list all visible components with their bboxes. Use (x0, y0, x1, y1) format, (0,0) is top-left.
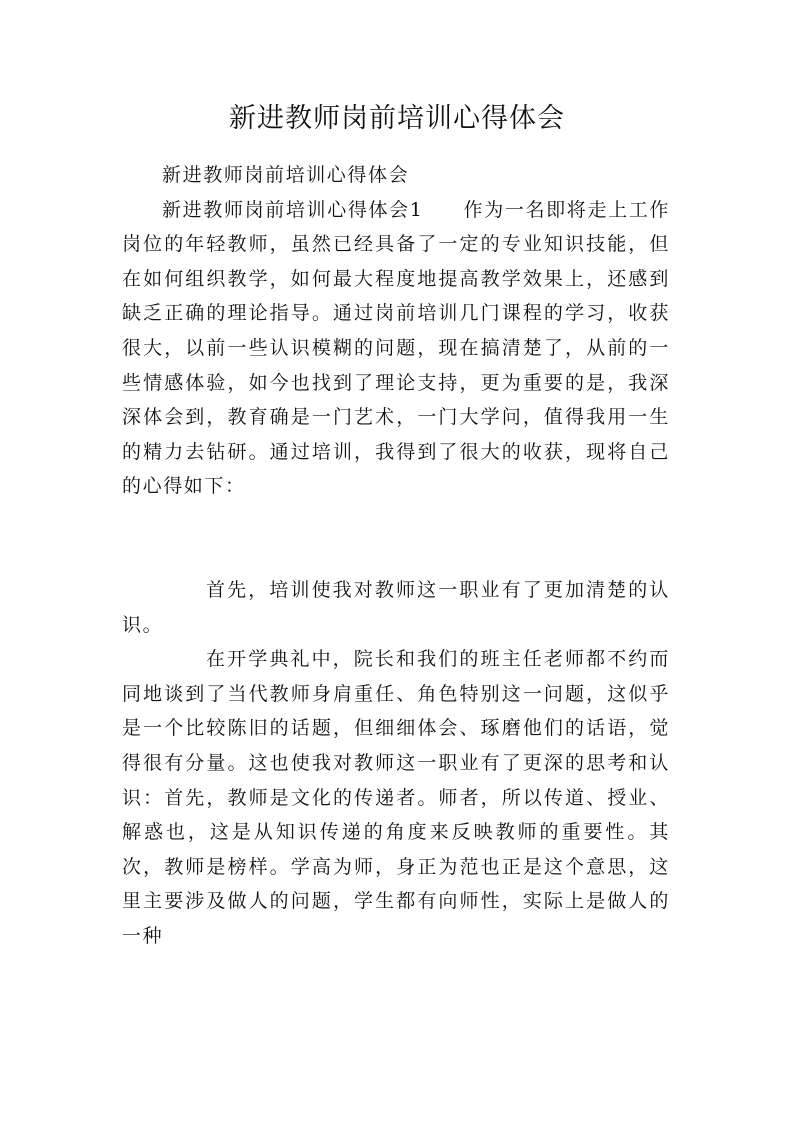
document-subtitle: 新进教师岗前培训心得体会 (162, 164, 410, 186)
intro-paragraph (122, 193, 670, 504)
document-title: 新进教师岗前培训心得体会 (229, 103, 565, 134)
first-point-paragraph: 首先，培训使我对教师这一职业有了更加清楚的认识。 (122, 578, 670, 636)
ceremony-paragraph: 在开学典礼中，院长和我们的班主任老师都不约而同地谈到了当代教师身肩重任、角色特别这一问题，这似乎是一个比较陈旧的话题，但细细体会、琢磨他们的话语，觉得很有分量。这也使我对教师这一职业有了更深的思考和认识：首先，教师是文化的传递者。师者，所以传道、授业、解惑也，这是从知识传递的角度来反映教师的重要性。其次，教师是榜样。学高为师，身正为范也正是这个意思，这里主要涉及做人的问题，学生都有向师性，实际上是做人的一种 (122, 648, 670, 947)
section-heading: 新进教师岗前培训心得体会1 (162, 198, 424, 221)
document-body (122, 158, 670, 953)
intro-text: 作为一名即将走上工作岗位的年轻教师，虽然已经具备了一定的专业知识技能，但在如何组织教学，如何最大程度地提高教学效果上，还感到缺乏正确的理论指导。通过岗前培训几门课程的学习，收获很大，以前一些认识模糊的问题，现在搞清楚了，从前的一些情感体验，如今也找到了理论支持，更为重要的是，我深深体会到，教育确是一门艺术，一门大学问，值得我用一生的精力去钻研。通过培训，我得到了很大的收获，现将自己的心得如下： (122, 198, 670, 498)
blank-line (122, 504, 670, 573)
